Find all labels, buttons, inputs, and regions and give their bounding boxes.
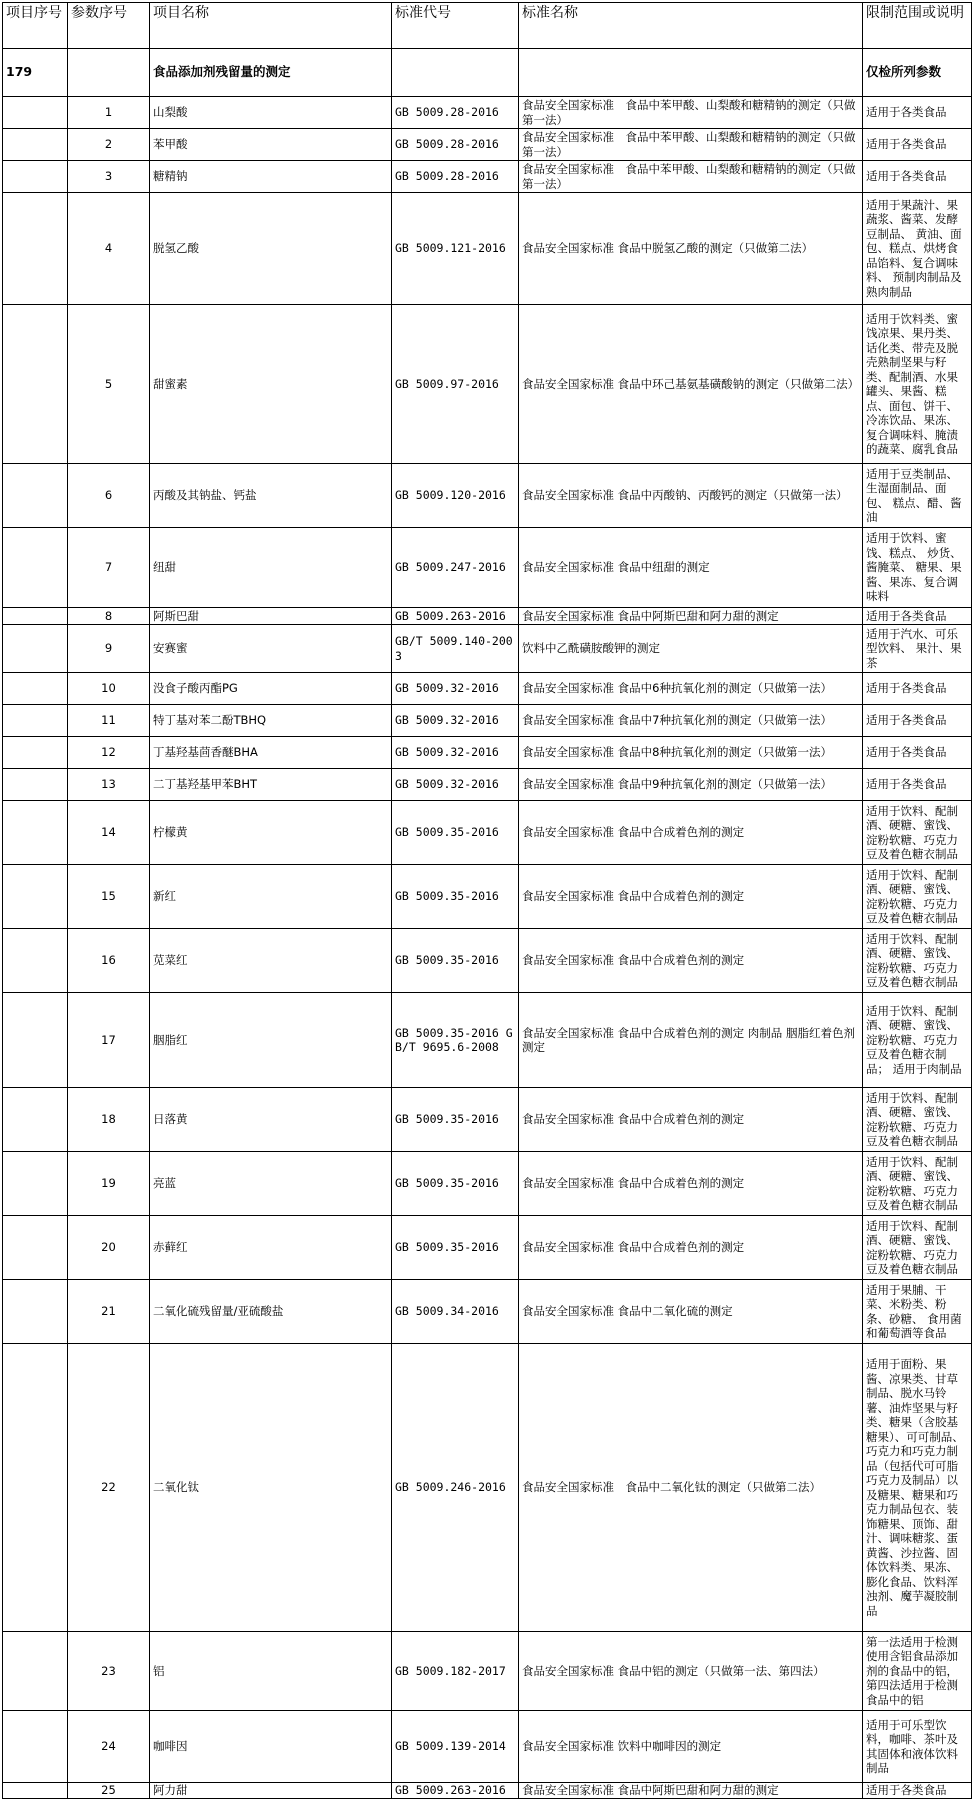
row-standard-name: 食品安全国家标准 食品中阿斯巴甜和阿力甜的测定 — [519, 608, 863, 625]
row-param-no: 14 — [68, 801, 150, 865]
row-item-name: 胭脂红 — [150, 993, 392, 1088]
row-item-no — [3, 1088, 68, 1152]
row-standard-name: 食品安全国家标准 食品中苯甲酸、山梨酸和糖精钠的测定（只做第一法） — [519, 97, 863, 129]
section-row — [3, 49, 972, 97]
row-standard-code: GB 5009.28-2016 — [392, 129, 519, 161]
row-scope: 适用于各类食品 — [863, 161, 972, 193]
row-standard-code: GB/T 5009.140-2003 — [392, 625, 519, 673]
row-item-no — [3, 929, 68, 993]
row-item-no — [3, 608, 68, 625]
row-standard-name: 食品安全国家标准 食品中二氧化硫的测定 — [519, 1280, 863, 1344]
row-item-no — [3, 97, 68, 129]
row-item-no — [3, 769, 68, 801]
row-standard-name: 饮料中乙酰磺胺酸钾的测定 — [519, 625, 863, 673]
row-scope: 适用于可乐型饮料，咖啡、茶叶及其固体和液体饮料制品 — [863, 1711, 972, 1783]
row-item-no — [3, 737, 68, 769]
row-standard-name: 食品安全国家标准 食品中7种抗氧化剂的测定（只做第一法） — [519, 705, 863, 737]
row-item-no — [3, 464, 68, 528]
table-row — [3, 1711, 972, 1783]
row-param-no: 21 — [68, 1280, 150, 1344]
row-standard-name: 食品安全国家标准 食品中纽甜的测定 — [519, 528, 863, 608]
table-row — [3, 1152, 972, 1216]
row-item-no — [3, 193, 68, 305]
row-standard-name: 食品安全国家标准 食品中阿斯巴甜和阿力甜的测定 — [519, 1783, 863, 1799]
row-scope: 适用于饮料、配制酒、硬糖、蜜饯、淀粉软糖、巧克力豆及着色糖衣制品 — [863, 929, 972, 993]
row-item-no — [3, 1711, 68, 1783]
row-item-name: 新红 — [150, 865, 392, 929]
row-item-name: 二丁基羟基甲苯BHT — [150, 769, 392, 801]
row-param-no: 13 — [68, 769, 150, 801]
table-row — [3, 608, 972, 625]
header-item-no: 项目序号 — [3, 3, 68, 49]
table-row — [3, 1280, 972, 1344]
row-scope: 适用于豆类制品、生湿面制品、面包、 糕点、醋、酱油 — [863, 464, 972, 528]
row-standard-code: GB 5009.35-2016 — [392, 1216, 519, 1280]
table-row — [3, 193, 972, 305]
row-item-name: 苯甲酸 — [150, 129, 392, 161]
row-standard-code: GB 5009.32-2016 — [392, 705, 519, 737]
row-scope: 适用于果脯、干菜、米粉类、粉条、砂糖、 食用菌和葡萄酒等食品 — [863, 1280, 972, 1344]
row-scope: 适用于饮料、配制酒、硬糖、蜜饯、淀粉软糖、巧克力豆及着色糖衣制品 — [863, 1152, 972, 1216]
row-item-no — [3, 305, 68, 464]
row-item-name: 纽甜 — [150, 528, 392, 608]
row-item-no — [3, 1344, 68, 1632]
row-standard-name: 食品安全国家标准 食品中合成着色剂的测定 — [519, 929, 863, 993]
row-param-no: 6 — [68, 464, 150, 528]
row-item-name: 特丁基对苯二酚TBHQ — [150, 705, 392, 737]
section-scope: 仅检所列参数 — [863, 49, 972, 97]
row-item-name: 丙酸及其钠盐、钙盐 — [150, 464, 392, 528]
row-item-no — [3, 993, 68, 1088]
row-standard-name: 食品安全国家标准 食品中铝的测定（只做第一法、第四法） — [519, 1632, 863, 1711]
row-param-no: 3 — [68, 161, 150, 193]
row-item-name: 柠檬黄 — [150, 801, 392, 865]
row-item-no — [3, 129, 68, 161]
table-row — [3, 161, 972, 193]
row-scope: 适用于各类食品 — [863, 737, 972, 769]
row-param-no: 8 — [68, 608, 150, 625]
row-standard-name: 食品安全国家标准 食品中8种抗氧化剂的测定（只做第一法） — [519, 737, 863, 769]
row-standard-name: 食品安全国家标准 食品中丙酸钠、丙酸钙的测定（只做第一法） — [519, 464, 863, 528]
row-scope: 第一法适用于检测使用含铝食品添加剂的食品中的铝，第四法适用于检测食品中的铝 — [863, 1632, 972, 1711]
row-scope: 适用于饮料、配制酒、硬糖、蜜饯、淀粉软糖、巧克力豆及着色糖衣制品 — [863, 1216, 972, 1280]
row-standard-name: 食品安全国家标准 饮料中咖啡因的测定 — [519, 1711, 863, 1783]
row-param-no: 16 — [68, 929, 150, 993]
row-param-no: 12 — [68, 737, 150, 769]
standards-table — [2, 2, 972, 1799]
row-scope: 适用于各类食品 — [863, 705, 972, 737]
row-item-name: 没食子酸丙酯PG — [150, 673, 392, 705]
row-item-no — [3, 1632, 68, 1711]
row-item-name: 赤藓红 — [150, 1216, 392, 1280]
table-row — [3, 801, 972, 865]
row-param-no: 15 — [68, 865, 150, 929]
section-code — [392, 49, 519, 97]
row-param-no: 23 — [68, 1632, 150, 1711]
row-standard-code: GB 5009.263-2016 — [392, 608, 519, 625]
row-item-name: 铝 — [150, 1632, 392, 1711]
row-standard-code: GB 5009.182-2017 — [392, 1632, 519, 1711]
row-standard-code: GB 5009.32-2016 — [392, 769, 519, 801]
row-standard-code: GB 5009.35-2016 — [392, 1152, 519, 1216]
section-standard — [519, 49, 863, 97]
row-scope: 适用于饮料、蜜饯、糕点、 炒货、酱腌菜、 糖果、果酱、果冻、复合调味料 — [863, 528, 972, 608]
table-row — [3, 865, 972, 929]
table-row — [3, 1088, 972, 1152]
header-row — [3, 3, 972, 49]
header-standard-name: 标准名称 — [519, 3, 863, 49]
row-scope: 适用于汽水、可乐型饮料、 果汁、果茶 — [863, 625, 972, 673]
row-item-name: 丁基羟基茴香醚BHA — [150, 737, 392, 769]
row-item-name: 日落黄 — [150, 1088, 392, 1152]
row-item-name: 脱氢乙酸 — [150, 193, 392, 305]
row-param-no: 19 — [68, 1152, 150, 1216]
row-scope: 适用于饮料类、蜜饯凉果、果丹类、话化类、带壳及脱壳熟制坚果与籽类、配制酒、水果罐头、果酱、糕点、面包、饼干、冷冻饮品、果冻、复合调味料、腌渍的蔬菜、腐乳食品 — [863, 305, 972, 464]
row-standard-code: GB 5009.121-2016 — [392, 193, 519, 305]
row-standard-code: GB 5009.32-2016 — [392, 737, 519, 769]
header-standard-code: 标准代号 — [392, 3, 519, 49]
row-standard-code: GB 5009.28-2016 — [392, 161, 519, 193]
table-row — [3, 1216, 972, 1280]
row-scope: 适用于各类食品 — [863, 1783, 972, 1799]
row-standard-name: 食品安全国家标准 食品中6种抗氧化剂的测定（只做第一法） — [519, 673, 863, 705]
row-item-no — [3, 1152, 68, 1216]
table-row — [3, 929, 972, 993]
row-param-no: 5 — [68, 305, 150, 464]
table-row — [3, 97, 972, 129]
row-scope: 适用于各类食品 — [863, 97, 972, 129]
row-param-no: 18 — [68, 1088, 150, 1152]
table-row — [3, 1632, 972, 1711]
row-item-name: 咖啡因 — [150, 1711, 392, 1783]
row-standard-name: 食品安全国家标准 食品中9种抗氧化剂的测定（只做第一法） — [519, 769, 863, 801]
row-item-no — [3, 625, 68, 673]
table-row — [3, 705, 972, 737]
table-row — [3, 305, 972, 464]
row-item-name: 二氧化硫残留量/亚硫酸盐 — [150, 1280, 392, 1344]
row-param-no: 10 — [68, 673, 150, 705]
table-row — [3, 464, 972, 528]
row-param-no: 7 — [68, 528, 150, 608]
row-standard-code: GB 5009.263-2016 — [392, 1783, 519, 1799]
row-standard-code: GB 5009.32-2016 — [392, 673, 519, 705]
table-row — [3, 993, 972, 1088]
row-item-name: 安赛蜜 — [150, 625, 392, 673]
row-standard-code: GB 5009.35-2016 GB/T 9695.6-2008 — [392, 993, 519, 1088]
row-standard-code: GB 5009.97-2016 — [392, 305, 519, 464]
row-scope: 适用于面粉、果酱、凉果类、甘草制品、脱水马铃薯、油炸坚果与籽类、糖果（含胶基糖果）、可可制品、巧克力和巧克力制品（包括代可可脂巧克力及制品）以及糖果、糖果和巧克力制品包衣、装饰糖果、顶饰、甜汁、调味糖浆、蛋黄酱、沙拉酱、固体饮料类、果冻、膨化食品、饮料浑浊剂、魔芋凝胶制品 — [863, 1344, 972, 1632]
row-standard-name: 食品安全国家标准 食品中合成着色剂的测定 — [519, 1216, 863, 1280]
row-standard-code: GB 5009.120-2016 — [392, 464, 519, 528]
row-standard-code: GB 5009.139-2014 — [392, 1711, 519, 1783]
row-standard-name: 食品安全国家标准 食品中合成着色剂的测定 — [519, 801, 863, 865]
row-param-no: 11 — [68, 705, 150, 737]
row-standard-name: 食品安全国家标准 食品中合成着色剂的测定 — [519, 865, 863, 929]
section-item-no: 179 — [3, 49, 68, 97]
row-standard-name: 食品安全国家标准 食品中合成着色剂的测定 — [519, 1152, 863, 1216]
row-scope: 适用于各类食品 — [863, 673, 972, 705]
row-standard-name: 食品安全国家标准 食品中苯甲酸、山梨酸和糖精钠的测定（只做第一法） — [519, 129, 863, 161]
row-standard-code: GB 5009.34-2016 — [392, 1280, 519, 1344]
row-standard-code: GB 5009.35-2016 — [392, 1088, 519, 1152]
header-item-name: 项目名称 — [150, 3, 392, 49]
row-scope: 适用于饮料、配制酒、硬糖、蜜饯、淀粉软糖、巧克力豆及着色糖衣制品； 适用于肉制品 — [863, 993, 972, 1088]
row-param-no: 24 — [68, 1711, 150, 1783]
row-scope: 适用于饮料、配制酒、硬糖、蜜饯、淀粉软糖、巧克力豆及着色糖衣制品 — [863, 865, 972, 929]
row-scope: 适用于各类食品 — [863, 608, 972, 625]
table-row — [3, 673, 972, 705]
row-standard-code: GB 5009.247-2016 — [392, 528, 519, 608]
row-item-no — [3, 705, 68, 737]
row-item-name: 甜蜜素 — [150, 305, 392, 464]
row-item-no — [3, 865, 68, 929]
row-param-no: 2 — [68, 129, 150, 161]
row-item-no — [3, 801, 68, 865]
row-scope: 适用于各类食品 — [863, 769, 972, 801]
row-item-no — [3, 673, 68, 705]
row-item-no — [3, 1783, 68, 1799]
row-param-no: 25 — [68, 1783, 150, 1799]
row-param-no: 9 — [68, 625, 150, 673]
row-standard-code: GB 5009.35-2016 — [392, 865, 519, 929]
section-name: 食品添加剂残留量的测定 — [150, 49, 392, 97]
row-scope: 适用于饮料、配制酒、硬糖、蜜饯、淀粉软糖、巧克力豆及着色糖衣制品 — [863, 801, 972, 865]
table-row — [3, 625, 972, 673]
row-item-name: 糖精钠 — [150, 161, 392, 193]
row-param-no: 17 — [68, 993, 150, 1088]
row-standard-code: GB 5009.35-2016 — [392, 801, 519, 865]
row-standard-name: 食品安全国家标准 食品中苯甲酸、山梨酸和糖精钠的测定（只做第一法） — [519, 161, 863, 193]
row-item-no — [3, 161, 68, 193]
row-item-no — [3, 1280, 68, 1344]
row-item-name: 阿力甜 — [150, 1783, 392, 1799]
row-scope: 适用于各类食品 — [863, 129, 972, 161]
table-row — [3, 129, 972, 161]
row-item-name: 亮蓝 — [150, 1152, 392, 1216]
row-standard-name: 食品安全国家标准 食品中二氧化钛的测定（只做第二法） — [519, 1344, 863, 1632]
row-item-name: 山梨酸 — [150, 97, 392, 129]
row-standard-code: GB 5009.35-2016 — [392, 929, 519, 993]
table-row — [3, 528, 972, 608]
header-scope: 限制范围或说明 — [863, 3, 972, 49]
table-row — [3, 1783, 972, 1799]
row-param-no: 4 — [68, 193, 150, 305]
table-row — [3, 1344, 972, 1632]
row-param-no: 1 — [68, 97, 150, 129]
row-standard-code: GB 5009.28-2016 — [392, 97, 519, 129]
row-item-name: 阿斯巴甜 — [150, 608, 392, 625]
row-param-no: 20 — [68, 1216, 150, 1280]
row-item-no — [3, 1216, 68, 1280]
row-standard-code: GB 5009.246-2016 — [392, 1344, 519, 1632]
table-row — [3, 769, 972, 801]
row-standard-name: 食品安全国家标准 食品中脱氢乙酸的测定（只做第二法） — [519, 193, 863, 305]
row-standard-name: 食品安全国家标准 食品中合成着色剂的测定 — [519, 1088, 863, 1152]
row-item-name: 苋菜红 — [150, 929, 392, 993]
row-standard-name: 食品安全国家标准 食品中环己基氨基磺酸钠的测定（只做第二法） — [519, 305, 863, 464]
header-param-no: 参数序号 — [68, 3, 150, 49]
row-scope: 适用于饮料、配制酒、硬糖、蜜饯、淀粉软糖、巧克力豆及着色糖衣制品 — [863, 1088, 972, 1152]
table-row — [3, 737, 972, 769]
row-item-name: 二氧化钛 — [150, 1344, 392, 1632]
row-item-no — [3, 528, 68, 608]
row-param-no: 22 — [68, 1344, 150, 1632]
row-scope: 适用于果蔬汁、果蔬浆、酱菜、发酵豆制品、 黄油、面包、糕点、烘烤食品馅料、复合调味料、 预制肉制品及熟肉制品 — [863, 193, 972, 305]
section-param-no — [68, 49, 150, 97]
row-standard-name: 食品安全国家标准 食品中合成着色剂的测定 肉制品 胭脂红着色剂测定 — [519, 993, 863, 1088]
